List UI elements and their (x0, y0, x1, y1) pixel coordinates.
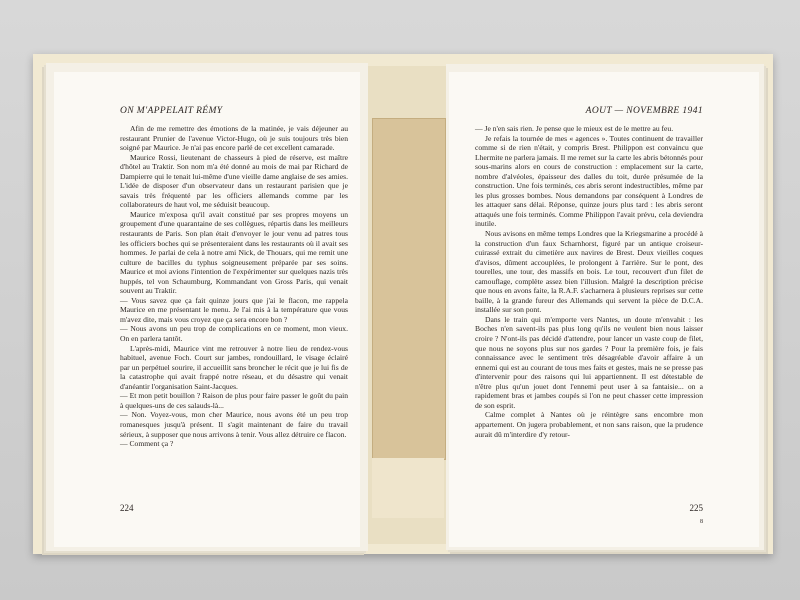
paragraph: — Et mon petit bouillon ? Raison de plus pour faire passer le goût du pain à quelques-uns de ces salauds-là... (120, 391, 348, 410)
paragraph: Je refais la tournée de mes « agences ». Toutes continuent de travailler comme si de rien n'était, y compris Brest. Philippon est convaincu que Lhermite ne parlera jamais. Il me remet sur la carte les abris bétonnés pour sous-marins alors en cours de construction : emplacement sur la carte, nombre d'alvéoles, épaisseur des dalles du toit, durée présumée de la construction. Une fois terminés, ces abris seront indestructibles, même par les plus grosses bombes. Nous demandons par conséquent à Londres de les attaquer sans délai. Réponse, quinze jours plus tard : les abris seront attaqués une fois terminés. Comme Philippon l'avait prévu, cela deviendra inutile. (475, 133, 703, 229)
spine-band (372, 458, 444, 518)
right-page-number: 225 (689, 503, 703, 513)
right-running-head: AOUT — NOVEMBRE 1941 (585, 106, 703, 116)
left-page (54, 72, 360, 547)
left-page-number: 224 (120, 503, 134, 513)
right-page (449, 72, 759, 547)
paragraph: — Non. Voyez-vous, mon cher Maurice, nous avons été un peu trop romanesques jusqu'à présent. Il s'agit maintenant de faire du travail sérieux, à supposer que nous arrivons à tenir. Vous allez détruire ce flacon. (120, 410, 348, 439)
paragraph: — Vous savez que ça fait quinze jours que j'ai le flacon, me rappela Maurice en me présentant le menu. Je l'ai mis à la température que vous m'avez dite, mais vous croyez que ça sera encore bon ? (120, 295, 348, 324)
paragraph: Maurice m'exposa qu'il avait constitué par ses propres moyens un groupement d'une quarantaine de ses collègues, répartis dans les meilleurs restaurants de Paris. Son plan était d'envoyer le jour venu ad patres tous les officiers boches qui se présenteraient dans les restaurants où il avait ses hommes. Je parlai de cela à notre ami Nick, de Thouars, qui me remit une culture de bacilles du typhus soigneusement préparée par ses soins. Maurice et moi avions l'intention de l'expérimenter sur quelques nazis très huppés, tel von Schaumburg, Kommandant von Gross Paris, qui venait souvent au Traktir. (120, 209, 348, 296)
left-running-head: ON M'APPELAIT RÉMY (120, 106, 223, 116)
paragraph: Dans le train qui m'emporte vers Nantes, un doute m'envahit : les Boches n'en savent-ils pas plus long qu'ils ne veulent bien nous laisser croire ? N'ont-ils pas décidé d'attendre, pour lancer un vaste coup de filet, que nous ne soyons plus sur nos gardes ? Pour la première fois, je fais connaissance avec le sentiment très désagréable d'avoir affaire à un ennemi qui est au courant de tous mes faits et gestes, mais ne se presse pas d'intervenir pour des raisons qui lui appartiennent. Il est détestable de n'être plus qu'un jouet dont l'ennemi peut user à sa fantaisie... on a rapidement bras et jambes coupés si l'on ne peut chasser cette impression de son esprit. (475, 314, 703, 410)
paragraph: — Nous avons un peu trop de complications en ce moment, mon vieux. On en parlera tantôt. (120, 324, 348, 344)
paragraph: Afin de me remettre des émotions de la matinée, je vais déjeuner au restaurant Prunier de l'avenue Victor-Hugo, où je suis toujours très bien soigné par Maurice. Je n'ai pas encore parlé de cet excellent camarade. (120, 124, 348, 153)
signature-mark: 8 (700, 519, 703, 525)
right-page-body (475, 124, 703, 439)
paragraph: — Je n'en sais rien. Je pense que le mieux est de le mettre au feu. (475, 124, 674, 133)
spine-board (372, 118, 446, 460)
paragraph: L'après-midi, Maurice vint me retrouver à notre lieu de rendez-vous habituel, avenue Foch. Court sur jambes, rondouillard, le visage éclairé par un perpétuel sourire, il accueillit sans broncher le récit que je lui fis de la catastrophe qui avait frappé notre réseau, et du désastre qui venait d'anéantir l'organisation Saint-Jacques. (120, 343, 348, 391)
left-page-body (120, 124, 348, 449)
paragraph: Calme complet à Nantes où je réintègre sans encombre mon appartement. On jugera probablement, et non sans raison, que la prudence aurait dû m'interdire d'y retour- (475, 410, 703, 439)
paragraph: Nous avisons en même temps Londres que la Kriegsmarine a procédé à la construction d'un faux Scharnhorst, figuré par un antique croiseur-cuirassé extrait du cimetière aux navires de Brest. Deux vieilles coques d'avisos, dûment accouplées, le prolongent à l'arrière. Sur le pont, des tourelles, une tour, des massifs en bois. Le tout, recouvert d'un filet de camouflage, complète assez bien l'illusion. Malgré la description précise que nous en avons faite, la R.A.F. s'acharnera à plusieurs reprises sur cette baille, à la grande fureur des Allemands qui servent la pièce de D.C.A. installée sur son pont. (475, 229, 703, 315)
paragraph: Maurice Rossi, lieutenant de chasseurs à pied de réserve, est maître d'hôtel au Traktir. Son nom m'a été donné au mois de mai par Richard de Dampierre qui le tenait lui-même d'une vieille dame anglaise de ses amies. L'idée de disposer d'un observateur dans un restaurant parisien que je savais très fréquenté par les officiers allemands comme par les collaborateurs de haut vol, me séduisit beaucoup. (120, 152, 348, 210)
paragraph: — Comment ça ? (120, 439, 174, 449)
